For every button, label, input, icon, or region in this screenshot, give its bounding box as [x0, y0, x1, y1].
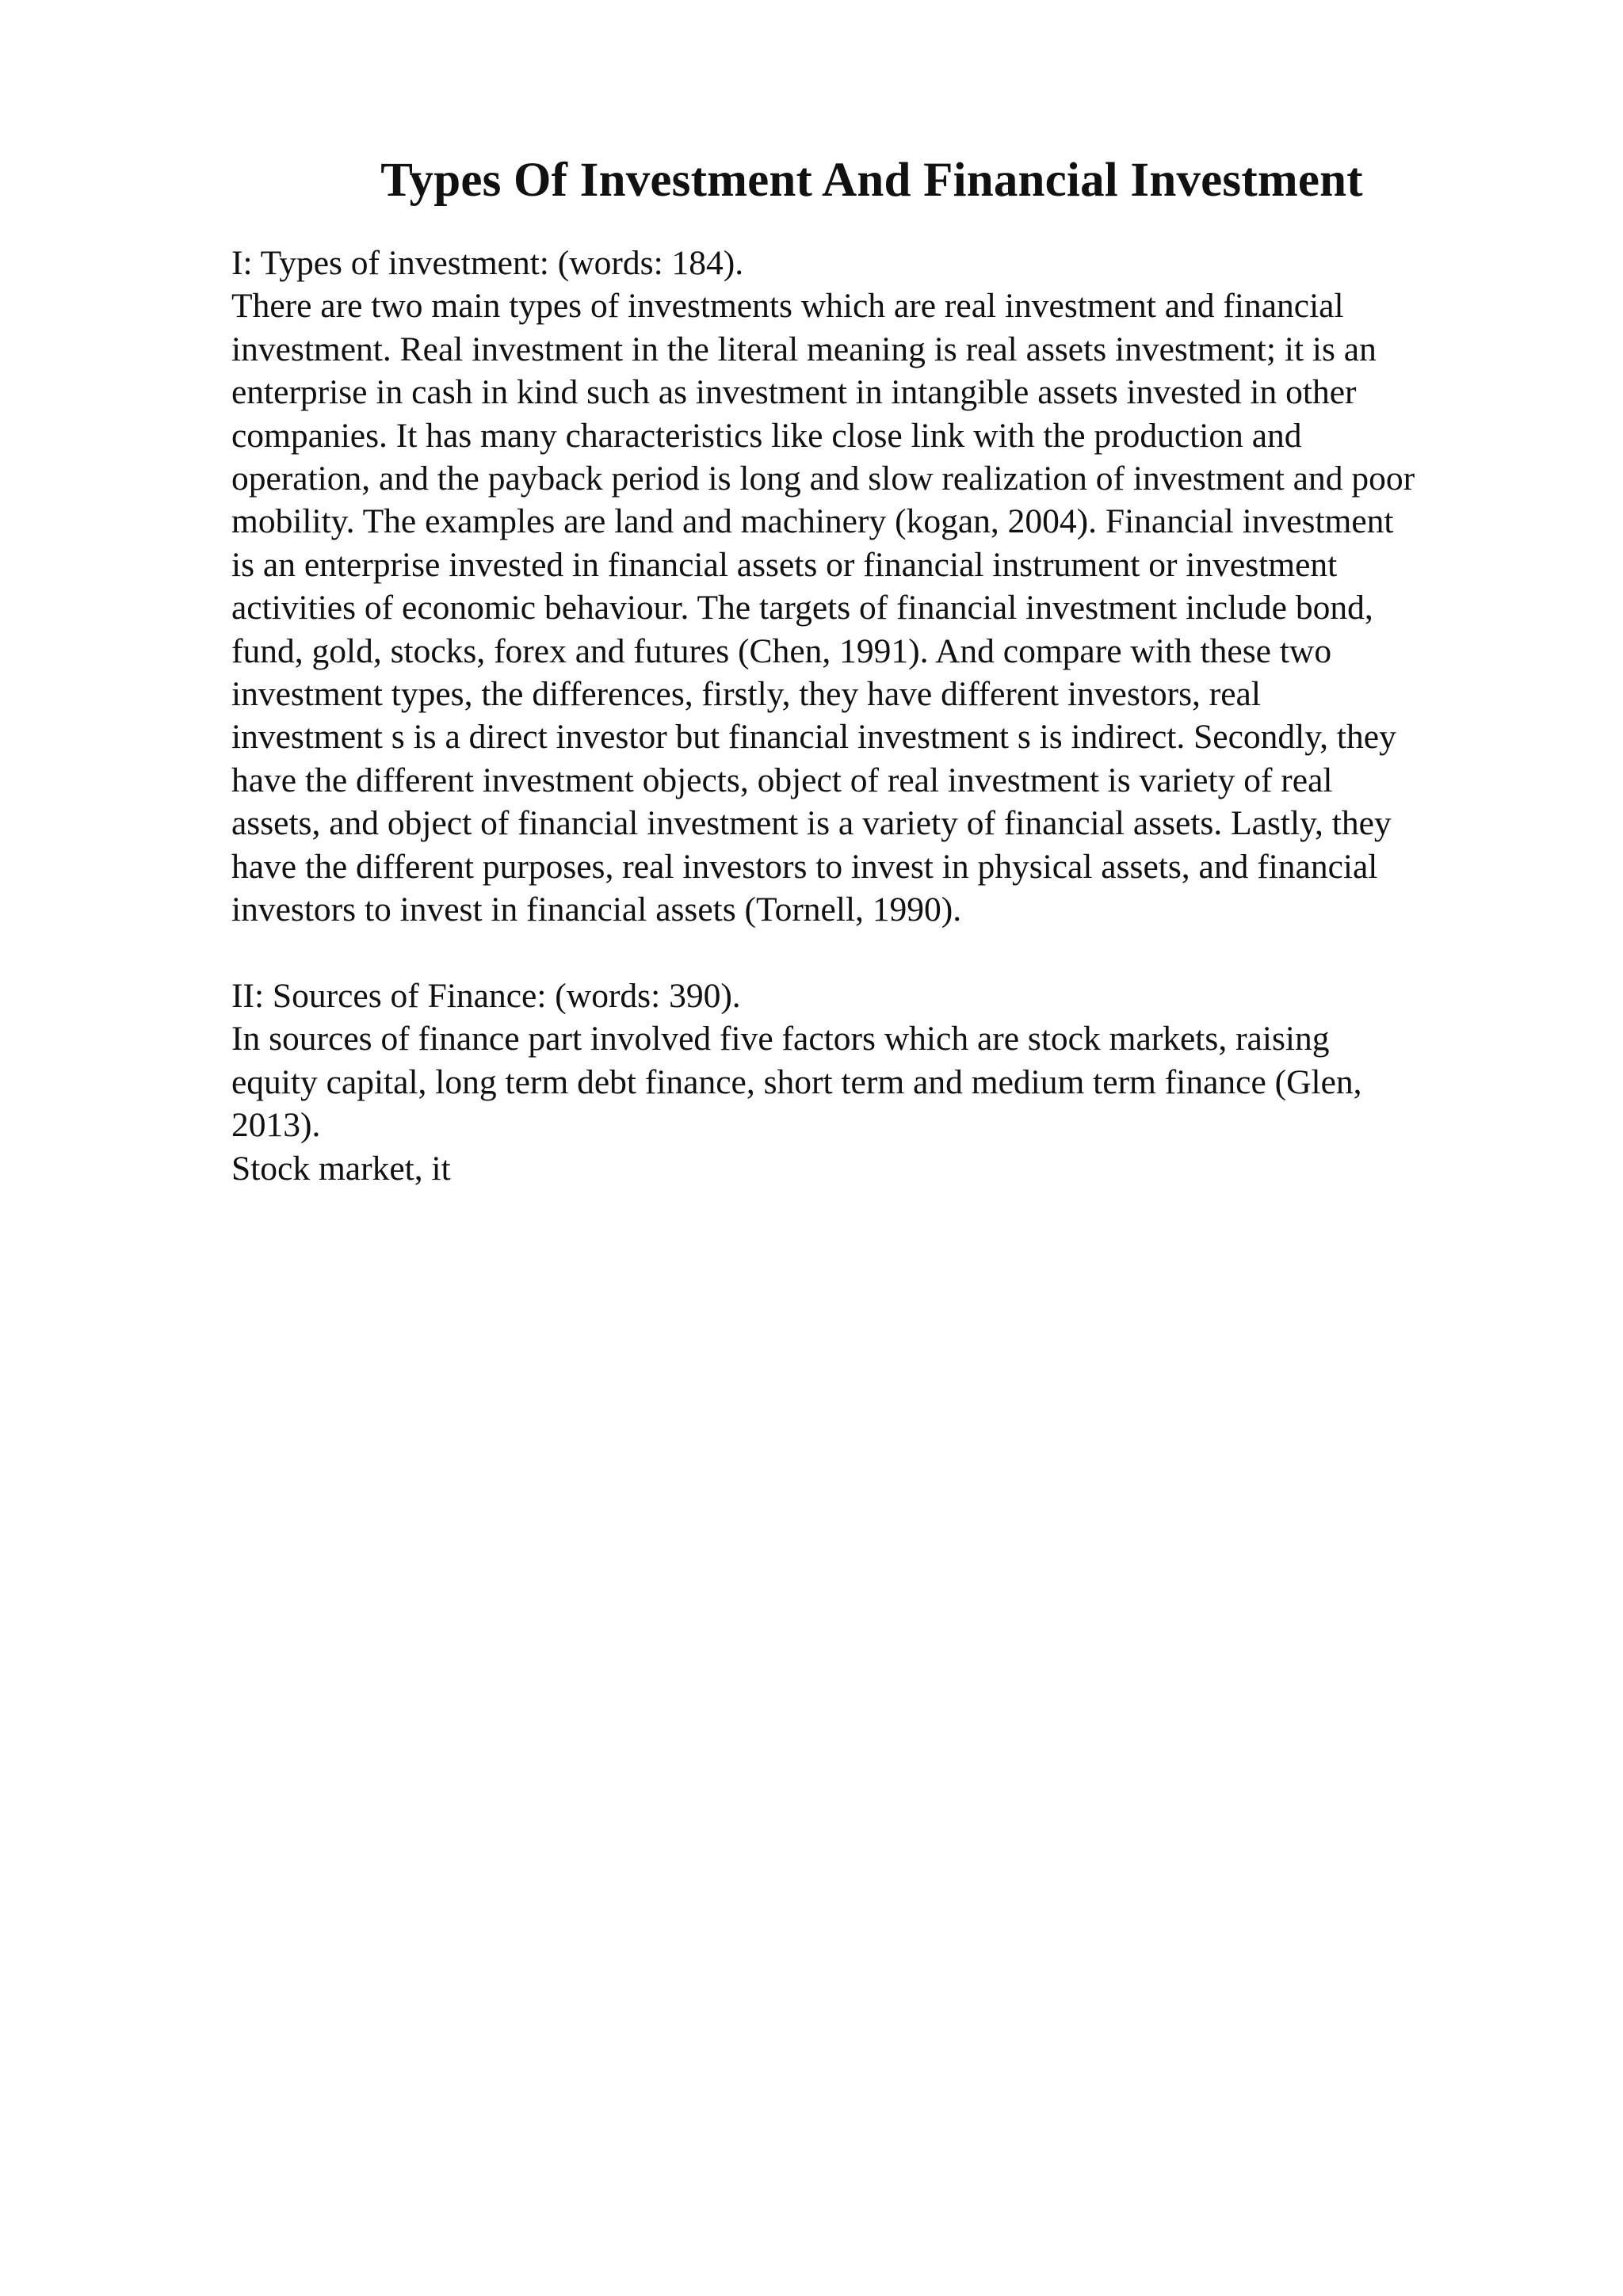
paragraph-line: mobility. The examples are land and machinery (kogan, 2004). Financial investment: [231, 502, 1394, 541]
paragraph-line: investment types, the differences, firstly, they have different investors, real: [231, 675, 1261, 714]
paragraph-line: There are two main types of investments which are real investment and financial: [231, 287, 1344, 326]
paragraph-line: 2013).: [231, 1106, 321, 1145]
paragraph-spacer: [231, 932, 1515, 974]
paragraph-line: is an enterprise invested in financial assets or financial instrument or investment: [231, 545, 1338, 584]
paragraph-line: investment s is a direct investor but financial investment s is indirect. Secondly, they: [231, 718, 1396, 757]
paragraph-line: enterprise in cash in kind such as investment in intangible assets invested in other: [231, 373, 1357, 412]
paragraph-line: operation, and the payback period is long and slow realization of investment and poor: [231, 460, 1415, 498]
paragraph-line: Stock market, it: [231, 1149, 451, 1188]
section-heading: I: Types of investment: (words: 184).: [231, 244, 744, 282]
paragraph-line: fund, gold, stocks, forex and futures (Chen, 1991). And compare with these two: [231, 631, 1332, 670]
paragraph-line: investment. Real investment in the literal meaning is real assets investment; it is an: [231, 330, 1377, 368]
section-heading: II: Sources of Finance: (words: 390).: [231, 976, 741, 1015]
paragraph-line: equity capital, long term debt finance, short term and medium term finance (Glen,: [231, 1062, 1362, 1101]
paragraph-line: assets, and object of financial investment is a variety of financial assets. Lastly, they: [231, 804, 1392, 843]
paragraph-line: In sources of finance part involved five factors which are stock markets, raising: [231, 1020, 1330, 1058]
paragraph-line: companies. It has many characteristics like close link with the production and: [231, 416, 1302, 455]
document-body: [231, 242, 1515, 1190]
paragraph-line: have the different purposes, real investors to invest in physical assets, and financial: [231, 847, 1378, 886]
paragraph-line: activities of economic behaviour. The targets of financial investment include bond,: [231, 589, 1373, 627]
paragraph-line: investors to invest in financial assets (Tornell, 1990).: [231, 891, 962, 929]
section-sources-of-finance: [231, 974, 1515, 1190]
section-types-of-investment: [231, 242, 1515, 932]
document-title: Types Of Investment And Financial Investment: [380, 154, 1363, 207]
paragraph-line: have the different investment objects, object of real investment is variety of real: [231, 761, 1333, 799]
